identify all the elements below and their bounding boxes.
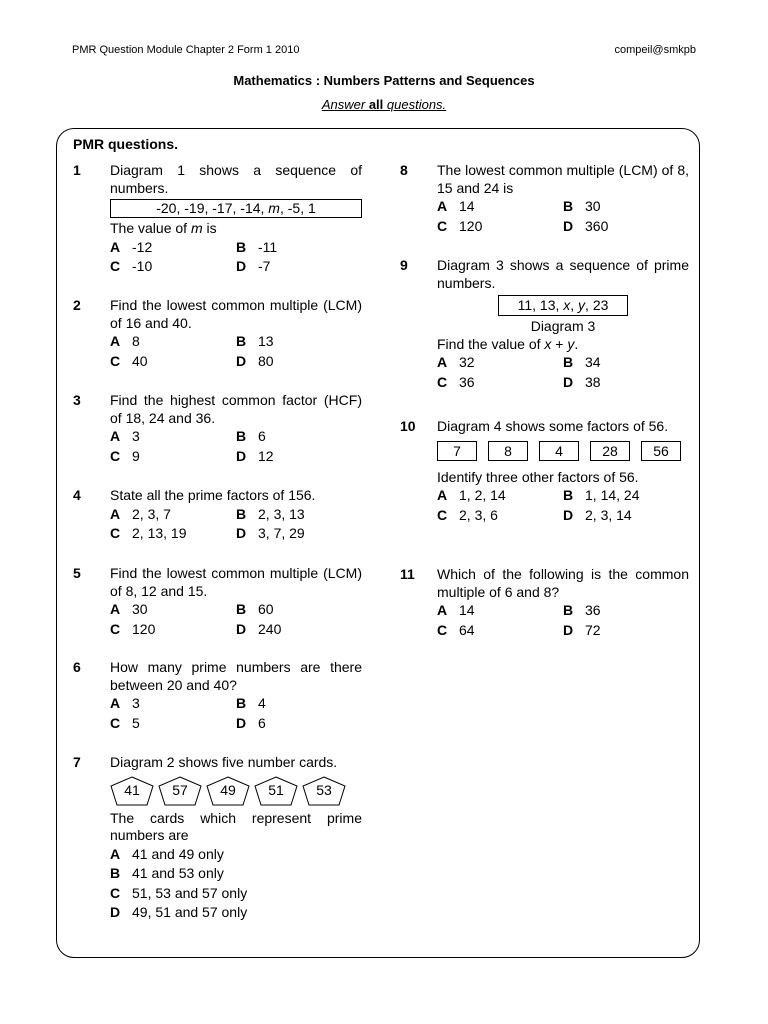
option-a[interactable]: 8 bbox=[132, 333, 140, 349]
option-b[interactable]: 60 bbox=[258, 601, 274, 617]
answer-options bbox=[110, 332, 362, 371]
sequence-box: 11, 13, x, y, 23 bbox=[498, 295, 628, 316]
option-a[interactable]: 41 and 49 only bbox=[132, 845, 224, 862]
page-title: Mathematics : Numbers Patterns and Sequences bbox=[233, 73, 535, 88]
option-b-letter[interactable]: B bbox=[236, 333, 247, 349]
option-b[interactable]: 30 bbox=[585, 198, 601, 214]
answer-options bbox=[437, 601, 689, 640]
diagram-caption: Diagram 3 bbox=[530, 318, 596, 334]
option-d[interactable]: 80 bbox=[258, 352, 274, 369]
option-b-letter[interactable]: B bbox=[110, 865, 121, 881]
option-d[interactable]: 12 bbox=[258, 447, 274, 464]
option-d-letter[interactable]: D bbox=[236, 352, 247, 369]
option-c-letter[interactable]: C bbox=[437, 506, 448, 523]
option-d[interactable]: 6 bbox=[258, 714, 266, 731]
option-c[interactable]: 2, 3, 6 bbox=[459, 506, 498, 523]
option-a-letter[interactable]: A bbox=[110, 845, 121, 862]
option-d[interactable]: 72 bbox=[585, 621, 601, 638]
option-a[interactable]: 30 bbox=[132, 601, 148, 617]
option-a[interactable]: 32 bbox=[459, 354, 475, 370]
option-c-letter[interactable]: C bbox=[437, 621, 448, 638]
option-a-letter[interactable]: A bbox=[437, 602, 448, 618]
question-stem: Find the highest common factor (HCF) of 18, 24 and 36. bbox=[110, 392, 362, 426]
question-stem: Find the lowest common multiple (LCM) of 16 and 40. bbox=[110, 297, 362, 331]
question-stem: Diagram 2 shows five number cards. bbox=[110, 754, 338, 770]
answer-options bbox=[110, 427, 362, 466]
question-stem: Diagram 4 shows some factors of 56. bbox=[437, 418, 669, 434]
option-a-letter[interactable]: A bbox=[110, 505, 121, 522]
option-a[interactable]: 14 bbox=[459, 198, 475, 214]
option-c[interactable]: 64 bbox=[459, 621, 475, 638]
option-d-letter[interactable]: D bbox=[563, 217, 574, 234]
question-number: 6 bbox=[73, 659, 81, 675]
answer-options bbox=[110, 845, 362, 923]
option-a-letter[interactable]: A bbox=[110, 695, 121, 711]
option-a[interactable]: -12 bbox=[132, 238, 153, 255]
option-b-letter[interactable]: B bbox=[236, 505, 247, 522]
option-d-letter[interactable]: D bbox=[563, 506, 574, 523]
option-b[interactable]: 36 bbox=[585, 602, 601, 618]
pentagon-card: 49 bbox=[206, 776, 250, 806]
option-d-letter[interactable]: D bbox=[563, 621, 574, 638]
question-prompt: Identify three other factors of 56. bbox=[437, 468, 639, 485]
option-a[interactable]: 3 bbox=[132, 428, 140, 444]
question-number: 1 bbox=[73, 162, 81, 178]
question-stem: Diagram 3 shows a sequence of prime numbers. bbox=[437, 257, 689, 291]
factor-cards bbox=[437, 441, 689, 461]
factor-card: 28 bbox=[590, 441, 630, 461]
question-number: 11 bbox=[400, 566, 415, 582]
option-c-letter[interactable]: C bbox=[437, 217, 448, 234]
option-b-letter[interactable]: B bbox=[236, 601, 247, 617]
option-b-letter[interactable]: B bbox=[563, 354, 574, 370]
option-d-letter[interactable]: D bbox=[236, 525, 247, 541]
factor-card: 7 bbox=[437, 441, 477, 461]
pentagon-card: 57 bbox=[158, 776, 202, 806]
option-b[interactable]: 2, 3, 13 bbox=[258, 505, 305, 522]
section-title: PMR questions. bbox=[73, 136, 179, 152]
answer-options bbox=[110, 238, 362, 277]
question-stem: Diagram 1 shows a sequence of numbers. bbox=[110, 162, 362, 196]
option-c[interactable]: 36 bbox=[459, 373, 475, 390]
option-a[interactable]: 1, 2, 14 bbox=[459, 487, 506, 503]
option-a-letter[interactable]: A bbox=[437, 198, 448, 214]
question-stem: Find the lowest common multiple (LCM) of 8, 12 and 15. bbox=[110, 565, 362, 599]
option-c-letter[interactable]: C bbox=[437, 373, 448, 390]
option-b[interactable]: -11 bbox=[258, 238, 278, 255]
factor-card: 8 bbox=[488, 441, 528, 461]
question-number: 2 bbox=[73, 297, 81, 313]
option-d[interactable]: 38 bbox=[585, 373, 601, 390]
option-b-letter[interactable]: B bbox=[563, 487, 574, 503]
question-number: 9 bbox=[400, 257, 408, 273]
option-c-letter[interactable]: C bbox=[110, 620, 121, 637]
option-a[interactable]: 14 bbox=[459, 602, 475, 618]
option-b[interactable]: 41 and 53 only bbox=[132, 865, 224, 881]
option-d-letter[interactable]: D bbox=[236, 620, 247, 637]
option-c[interactable]: 40 bbox=[132, 352, 148, 369]
question-number: 8 bbox=[400, 162, 408, 178]
option-b[interactable]: 13 bbox=[258, 333, 274, 349]
option-b[interactable]: 34 bbox=[585, 354, 601, 370]
question-prompt: Find the value of x + y. bbox=[437, 335, 579, 352]
option-a-letter[interactable]: A bbox=[110, 428, 121, 444]
option-d[interactable]: 240 bbox=[258, 620, 282, 637]
question-stem: How many prime numbers are there between 20 and 40? bbox=[110, 659, 362, 693]
option-c[interactable]: 120 bbox=[459, 217, 483, 234]
option-c-letter[interactable]: C bbox=[110, 352, 121, 369]
number-cards bbox=[110, 776, 362, 806]
option-c[interactable]: 51, 53 and 57 only bbox=[132, 884, 248, 901]
question-number: 5 bbox=[73, 565, 81, 581]
option-b-letter[interactable]: B bbox=[236, 695, 247, 711]
option-d[interactable]: 2, 3, 14 bbox=[585, 506, 632, 523]
option-d[interactable]: 49, 51 and 57 only bbox=[132, 904, 248, 920]
factor-card: 4 bbox=[539, 441, 579, 461]
option-c-letter[interactable]: C bbox=[110, 714, 121, 731]
header-right: compeil@smkpb bbox=[614, 44, 696, 56]
answer-options bbox=[437, 353, 689, 392]
pentagon-card: 51 bbox=[254, 776, 298, 806]
option-a-letter[interactable]: A bbox=[110, 333, 121, 349]
option-c-letter[interactable]: C bbox=[110, 884, 121, 901]
answer-options bbox=[110, 694, 362, 733]
option-b-letter[interactable]: B bbox=[236, 238, 247, 255]
option-c-letter[interactable]: C bbox=[110, 447, 121, 464]
option-a-letter[interactable]: A bbox=[437, 354, 448, 370]
option-c-letter[interactable]: C bbox=[110, 525, 121, 541]
option-a-letter[interactable]: A bbox=[110, 238, 121, 255]
option-d-letter[interactable]: D bbox=[236, 714, 247, 731]
option-c[interactable]: -10 bbox=[132, 258, 153, 274]
header-left: PMR Question Module Chapter 2 Form 1 2010 bbox=[72, 44, 300, 56]
option-c[interactable]: 120 bbox=[132, 620, 156, 637]
question-stem: Which of the following is the common multiple of 6 and 8? bbox=[437, 566, 689, 600]
option-b-letter[interactable]: B bbox=[236, 428, 247, 444]
question-number: 10 bbox=[400, 418, 416, 434]
question-number: 4 bbox=[73, 487, 81, 503]
option-b[interactable]: 6 bbox=[258, 428, 266, 444]
option-d-letter[interactable]: D bbox=[563, 373, 574, 390]
option-d[interactable]: 3, 7, 29 bbox=[258, 525, 305, 541]
option-d-letter[interactable]: D bbox=[236, 258, 247, 274]
option-d-letter[interactable]: D bbox=[236, 447, 247, 464]
option-b-letter[interactable]: B bbox=[563, 602, 574, 618]
answer-options bbox=[110, 600, 362, 639]
option-b[interactable]: 4 bbox=[258, 695, 266, 711]
option-b[interactable]: 1, 14, 24 bbox=[585, 487, 640, 503]
option-a[interactable]: 3 bbox=[132, 695, 140, 711]
question-prompt: The cards which represent prime numbers are bbox=[110, 809, 362, 843]
instruction: Answer all questions. bbox=[321, 97, 447, 112]
option-c[interactable]: 2, 13, 19 bbox=[132, 525, 187, 541]
question-number: 3 bbox=[73, 392, 81, 408]
option-c[interactable]: 9 bbox=[132, 447, 140, 464]
option-d-letter[interactable]: D bbox=[110, 904, 121, 920]
option-d[interactable]: -7 bbox=[258, 258, 271, 274]
pentagon-card: 41 bbox=[110, 776, 154, 806]
option-c-letter[interactable]: C bbox=[110, 258, 121, 274]
answer-options bbox=[437, 486, 689, 525]
option-b-letter[interactable]: B bbox=[563, 198, 574, 214]
option-a[interactable]: 2, 3, 7 bbox=[132, 505, 171, 522]
question-prompt: The value of m is bbox=[110, 220, 217, 236]
option-d[interactable]: 360 bbox=[585, 217, 609, 234]
answer-options bbox=[110, 505, 362, 544]
question-stem: The lowest common multiple (LCM) of 8, 15 and 24 is bbox=[437, 162, 689, 196]
question-number: 7 bbox=[73, 754, 81, 770]
pentagon-card: 53 bbox=[302, 776, 346, 806]
question-stem: State all the prime factors of 156. bbox=[110, 487, 316, 503]
option-a-letter[interactable]: A bbox=[437, 487, 448, 503]
sequence-box: -20, -19, -17, -14, m, -5, 1 bbox=[110, 199, 362, 218]
option-a-letter[interactable]: A bbox=[110, 601, 121, 617]
answer-options bbox=[437, 197, 689, 236]
option-c[interactable]: 5 bbox=[132, 714, 140, 731]
factor-card: 56 bbox=[641, 441, 681, 461]
